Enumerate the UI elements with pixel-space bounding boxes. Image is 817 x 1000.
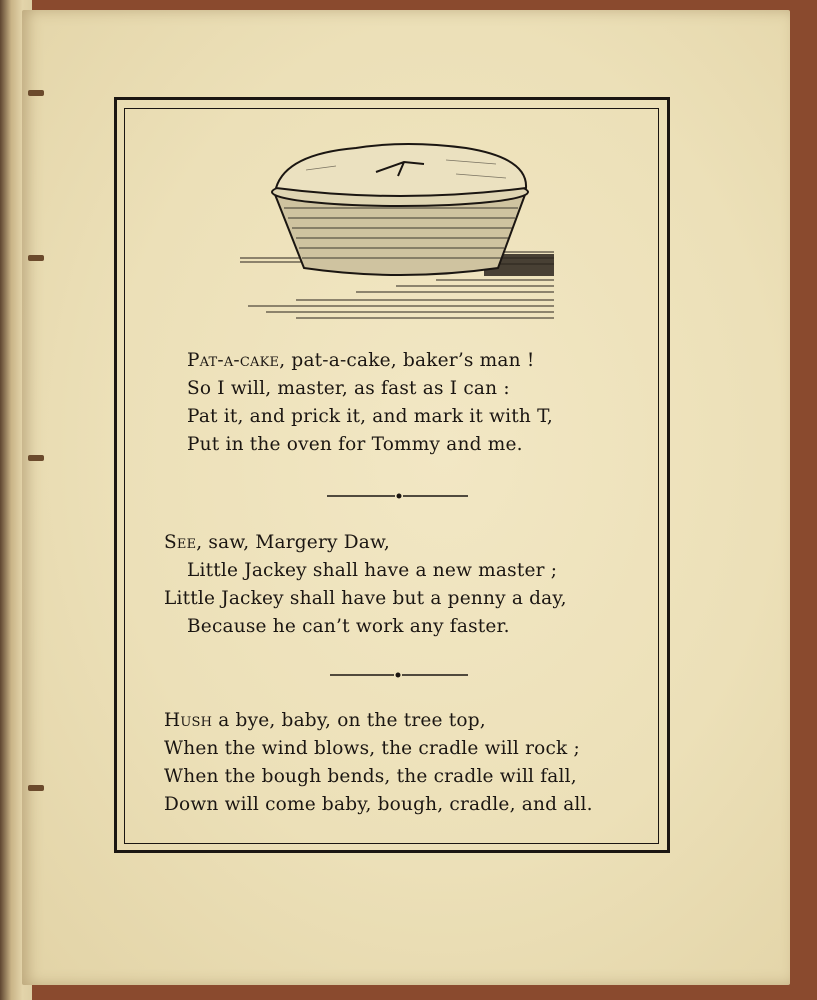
poem-1-line-3: Pat it, and prick it, and mark it with T, [187,406,553,427]
poem-2-line-2: Little Jackey shall have a new master ; [187,560,558,581]
pie-in-dish-illustration [236,130,566,330]
poem-3-line-4: Down will come baby, bough, cradle, and all. [164,794,593,815]
poem-3-line-3: When the bough bends, the cradle will fall, [164,766,577,787]
binding-stitch [28,455,44,461]
poem-2-line-1 [164,532,390,553]
poem-2-line-1-text: , saw, Margery Daw, [196,532,390,553]
poem-1-lead-word: Pat-a-cake [187,350,280,371]
poem-1-line-2: So I will, master, as fast as I can : [187,378,510,399]
poem-3-lead-word: Hush [164,710,213,731]
poem-1-line-4: Put in the oven for Tommy and me. [187,434,523,455]
binding-stitch [28,785,44,791]
poem-2-lead-word: See [164,532,197,553]
poem-3-line-1-text: a bye, baby, on the tree top, [212,710,486,731]
ornamental-divider [325,486,470,506]
binding-stitch [28,90,44,96]
poem-3-line-2: When the wind blows, the cradle will rock ; [164,738,580,759]
binding-stitch [28,255,44,261]
poem-2-line-3: Little Jackey shall have but a penny a day, [164,588,567,609]
poem-1-line-1-text: , pat-a-cake, baker’s man ! [279,350,535,371]
poem-2-line-4: Because he can’t work any faster. [187,616,510,637]
poem-1-line-1 [187,350,534,371]
ornamental-divider [328,665,470,685]
poem-3-line-1 [164,710,486,731]
